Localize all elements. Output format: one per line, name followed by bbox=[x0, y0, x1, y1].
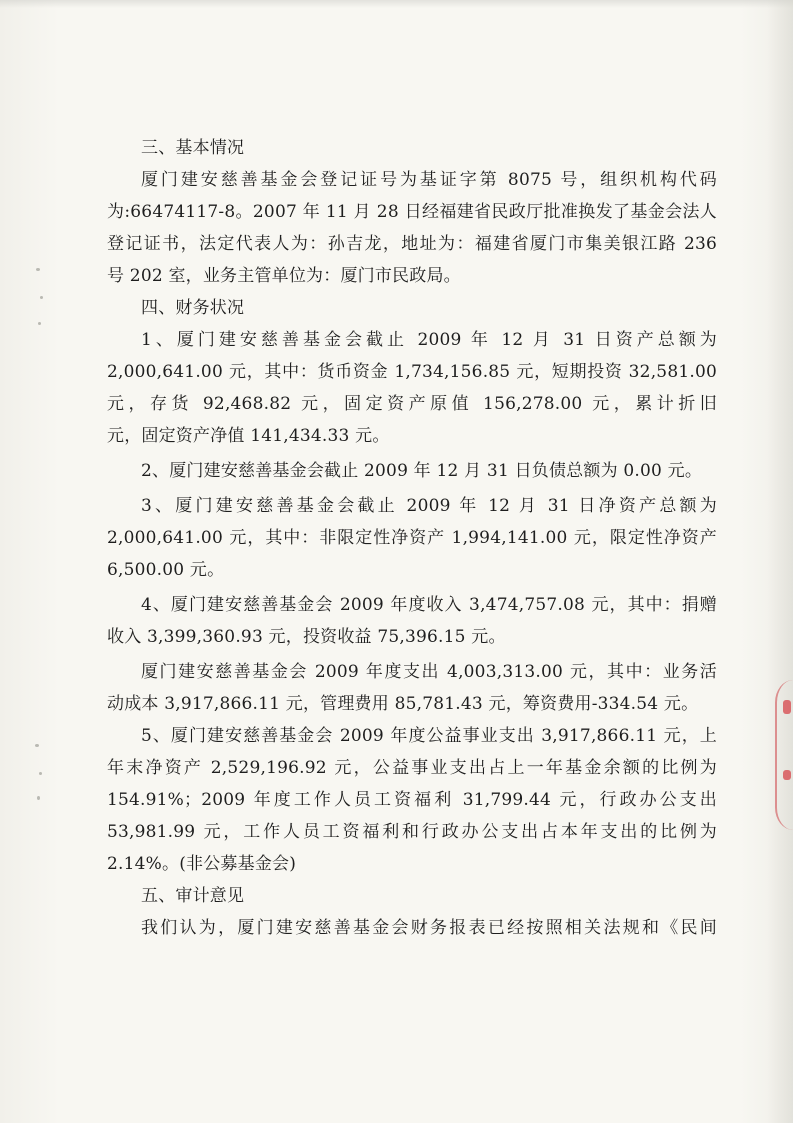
red-seal-mark bbox=[783, 700, 791, 714]
paragraph-line: 2、厦门建安慈善基金会截止 2009 年 12 月 31 日负债总额为 0.00 元。 bbox=[141, 461, 703, 481]
paragraph-line: 年末净资产 2,529,196.92 元，公益事业支出占上一年基金余额的比例为 bbox=[107, 758, 717, 778]
paragraph-line: 5、厦门建安慈善基金会 2009 年度公益事业支出 3,917,866.11 元，上 bbox=[141, 726, 717, 746]
paragraph-line: 6,500.00 元。 bbox=[107, 560, 225, 580]
scan-speck bbox=[38, 322, 41, 325]
paragraph-line: 53,981.99 元，工作人员工资福利和行政办公支出占本年支出的比例为 bbox=[107, 822, 717, 842]
paragraph-line: 厦门建安慈善基金会 2009 年度支出 4,003,313.00 元，其中：业务活 bbox=[141, 662, 717, 682]
section-heading-basic-info: 三、基本情况 bbox=[141, 138, 245, 158]
paragraph-line: 厦门建安慈善基金会登记证号为基证字第 8075 号，组织机构代码 bbox=[141, 170, 717, 190]
scan-speck bbox=[39, 772, 42, 775]
paragraph-line: 3、厦门建安慈善基金会截止 2009 年 12 月 31 日净资产总额为 bbox=[141, 496, 717, 516]
paragraph-line: 1、厦门建安慈善基金会截止 2009 年 12 月 31 日资产总额为 bbox=[141, 330, 717, 350]
scan-right-shadow bbox=[767, 0, 793, 1123]
paragraph-line: 2,000,641.00 元，其中：非限定性净资产 1,994,141.00 元，限定性净资产 bbox=[107, 528, 717, 548]
scan-speck bbox=[40, 296, 43, 299]
paragraph-line: 我们认为，厦门建安慈善基金会财务报表已经按照相关法规和《民间 bbox=[141, 918, 717, 938]
section-heading-audit-opinion: 五、审计意见 bbox=[141, 886, 245, 906]
paragraph-line: 元，固定资产净值 141,434.33 元。 bbox=[107, 426, 390, 446]
paragraph-line: 元，存货 92,468.82 元，固定资产原值 156,278.00 元，累计折旧 bbox=[107, 394, 717, 414]
scan-speck bbox=[37, 796, 40, 800]
scan-speck bbox=[36, 268, 40, 271]
paragraph-line: 登记证书，法定代表人为：孙吉龙，地址为：福建省厦门市集美银江路 236 bbox=[107, 234, 717, 254]
paragraph-line: 号 202 室，业务主管单位为：厦门市民政局。 bbox=[107, 266, 461, 286]
red-seal-mark bbox=[783, 770, 791, 780]
section-heading-financial-status: 四、财务状况 bbox=[141, 298, 245, 318]
paragraph-line: 为:66474117-8。2007 年 11 月 28 日经福建省民政厅批准换发了基金会法人 bbox=[107, 202, 717, 222]
scan-speck bbox=[35, 744, 39, 747]
scan-top-edge bbox=[0, 0, 793, 8]
paragraph-line: 4、厦门建安慈善基金会 2009 年度收入 3,474,757.08 元，其中：捐赠 bbox=[141, 595, 717, 615]
paragraph-line: 154.91%；2009 年度工作人员工资福利 31,799.44 元，行政办公支出 bbox=[107, 790, 717, 810]
paragraph-line: 2,000,641.00 元，其中：货币资金 1,734,156.85 元，短期投资 32,581.00 bbox=[107, 362, 717, 382]
paragraph-line: 动成本 3,917,866.11 元，管理费用 85,781.43 元，筹资费用-334.54 元。 bbox=[107, 694, 699, 714]
paragraph-line: 2.14%。(非公募基金会) bbox=[107, 854, 297, 874]
document-body bbox=[107, 132, 717, 944]
paragraph-line: 收入 3,399,360.93 元，投资收益 75,396.15 元。 bbox=[107, 627, 506, 647]
